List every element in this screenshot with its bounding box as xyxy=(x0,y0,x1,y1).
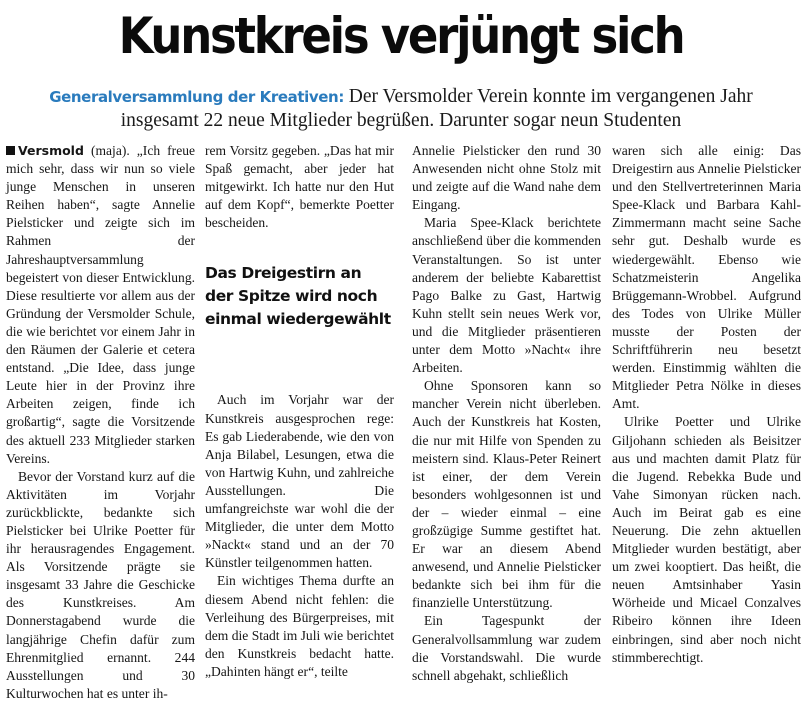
paragraph: Ulrike Poetter und Ulrike Giljohann schieden als Beisitzer aus und machten damit Platz für die Jugend. Rebekka Bude und Vahe Simonyan rücken nach. Auch im Beirat gab es eine Neuerung. Die zehn aktuellen Mitglieder wurden bestätigt, aber um zwei kooptiert. Das heißt, die neuen Amtsinhaber Yasin Wörheide und Micael Conzalves Ribeiro können ihre Ideen einbringen, sind aber noch nicht stimmberechtigt. xyxy=(612,414,801,665)
paragraph: waren sich alle einig: Das Dreigestirn aus Annelie Pielsticker und den Stellvertreterinnen Maria Spee-Klack und Barbara Kahl-Zimmermann macht seine Sache sehr gut. Deshalb wurde es wiedergewählt. Ebenso wie Schatzmeisterin Angelika Brüggemann-Wrobbel. Aufgrund des Todes von Ulrike Müller musste der Posten der Schriftführerin neu besetzt werden. Einstimmig wählten die Mitglieder Petra Nölke in dieses Amt. xyxy=(612,143,801,412)
crosshead: Das Dreigestirn an der Spitze wird noch einmal wiedergewählt xyxy=(205,264,391,329)
article-column-1 xyxy=(6,142,195,703)
lead-paragraph xyxy=(6,142,195,468)
paragraph: Ohne Sponsoren kann so mancher Verein nicht überleben. Auch der Kunstkreis hat Kosten, die nur mit Hilfe von Spenden zu meistern sind. Klaus-Peter Reinert ist einer, der dem Verein besonders wohlgesonnen ist und der – wieder einmal – eine großzügige Summe gestiftet hat. Er war an diesem Abend anwesend, und Annelie Pielsticker bedankte sich bei ihm für die finanzielle Unterstützung. xyxy=(412,378,601,611)
article-column-4 xyxy=(612,142,801,667)
paragraph: Ein wichtiges Thema durfte an diesem Abend nicht fehlen: die Verleihung des Bürgerpreises, mit dem die Stadt im Juli wie berichtet den Kunstkreis bedacht hatte. „Dahinten hängt er“, teilte xyxy=(205,573,394,679)
article-column-3 xyxy=(412,142,601,685)
paragraph-text: (maja). „Ich freue mich sehr, dass wir nun so viele junge Menschen in unseren Reihen haben“, sagte Annelie Pielsticker und zeigte sich im Rahmen der Jahreshauptversammlung begeistert von dieser Entwicklung. Diese resultierte vor allem aus der Gründung der Versmolder Schule, die wie berichtet vor einem Jahr in den Räumen der Galerie et cetera entstand. „Die Idee, dass junge Leute hier in der Provinz ihre Arbeiten zeigen, finde ich großartig“, sagte die Vorsitzende des aktuell 233 Mitglieder starken Vereins. xyxy=(6,143,195,466)
paragraph: rem Vorsitz gegeben. „Das hat mir Spaß gemacht, aber jeder hat mitgewirkt. Ich hatte nur den Hut auf dem Kopf“, bemerkte Poetter bescheiden. xyxy=(205,143,394,231)
paragraph: Annelie Pielsticker den rund 30 Anwesenden nicht ohne Stolz mit und zeigte auf die Wand nahe dem Eingang. xyxy=(412,143,601,213)
paragraph: Maria Spee-Klack berichtete anschließend über die kommenden Veranstaltungen. So ist unter anderem der beliebte Kabarettist Pago Balke zu Gast, Hartwig Kuhn stellt sein neues Werk vor, und die Mitglieder präsentieren unter dem Motto »Nacht« ihre Arbeiten. xyxy=(412,215,601,376)
paragraph: Auch im Vorjahr war der Kunstkreis ausgesprochen rege: Es gab Liederabende, wie den von Anja Bilabel, Lesungen, etwa die von Hartwig Kuhn, und zahlreiche Ausstellungen. Die umfangreichste war wohl die der Mitglieder, die unter dem Motto »Nackt« stand und an der 70 Künstler teilgenommen hatten. xyxy=(205,392,394,571)
subheadline xyxy=(14,85,788,132)
article-column-2 xyxy=(205,142,394,681)
paragraph: Bevor der Vorstand kurz auf die Aktivitäten im Vorjahr zurückblickte, bedankte sich Pielsticker bei Ulrike Poetter für ihr herausragendes Engagement. Als Vorsitzende prägte sie insgesamt 33 Jahre die Geschicke des Kunstkreises. Am Donnerstagabend wurde die langjährige Chefin dafür zum Ehrenmitglied ernannt. 244 Ausstellungen und 30 Kulturwochen hat es unter ih- xyxy=(6,468,195,701)
dateline: Versmold xyxy=(18,143,84,158)
subheadline-kicker: Generalversammlung der Kreativen: xyxy=(49,88,344,106)
subheadline-text: Der Versmolder Verein konnte im vergangenen Jahr insgesamt 22 neue Mitglieder begrüßen. Darunter sogar neun Studenten xyxy=(120,86,753,131)
paragraph: Ein Tagespunkt der Generalvollsammlung war zudem die Vorstandswahl. Die wurde schnell abgehakt, schließlich xyxy=(412,613,601,683)
headline: Kunstkreis verjüngt sich xyxy=(118,7,684,65)
dateline-square-icon xyxy=(6,146,15,155)
